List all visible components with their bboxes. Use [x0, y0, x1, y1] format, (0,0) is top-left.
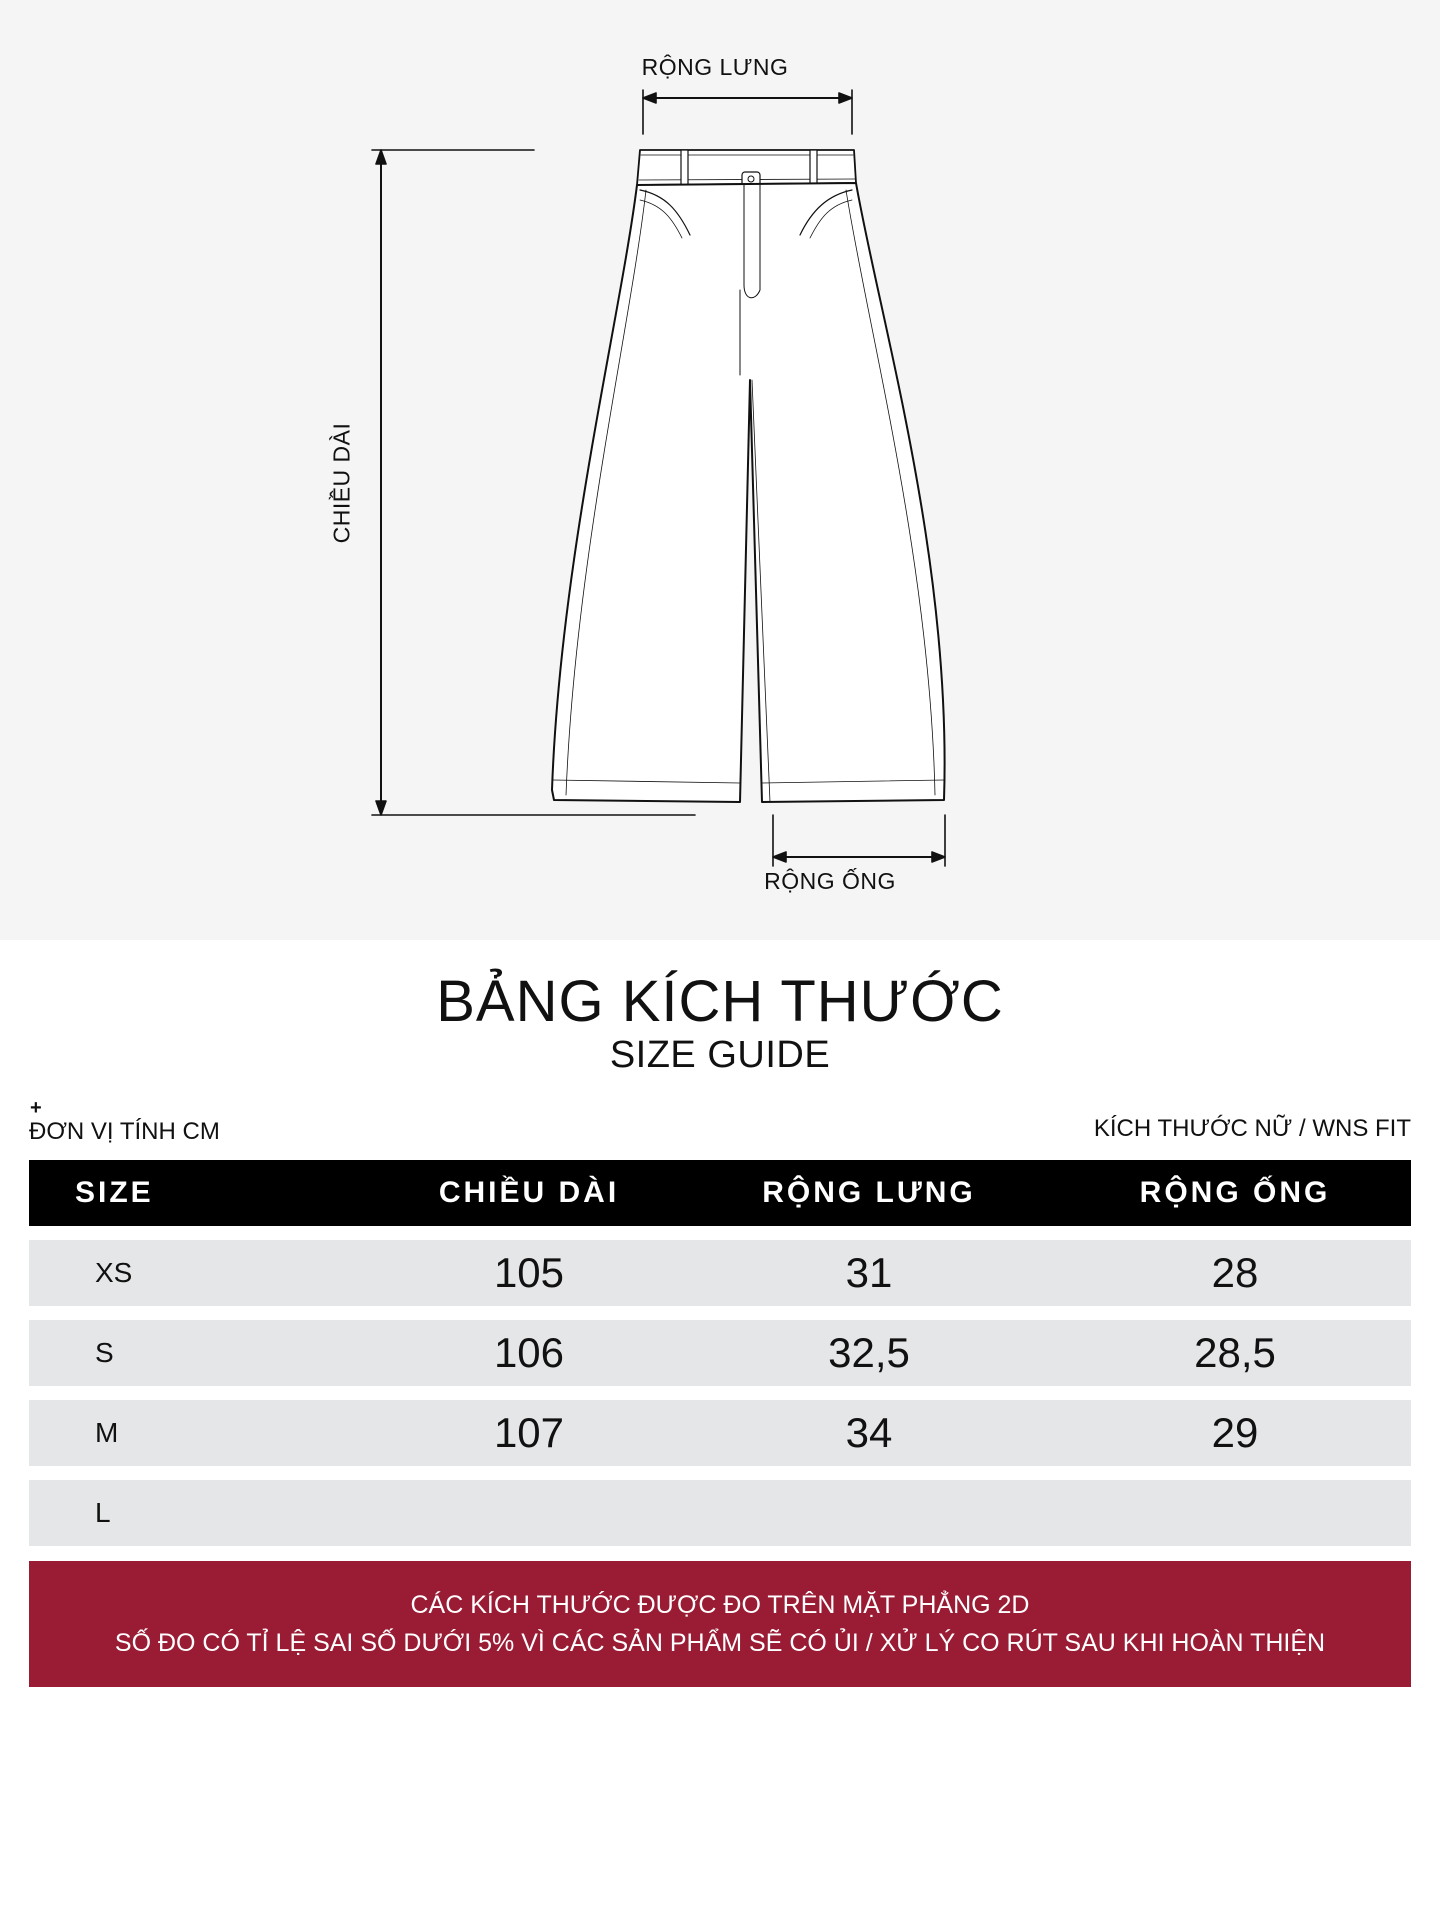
cell-waist: 31 [845, 1249, 893, 1296]
unit-label: ĐƠN VỊ TÍNH CM [29, 1118, 220, 1145]
cell-size: S [95, 1337, 114, 1368]
cell-size: M [95, 1417, 119, 1448]
cell-hem: 29 [1211, 1409, 1259, 1456]
size-table [29, 1160, 1411, 1546]
table-row [29, 1240, 1411, 1306]
fit-label: KÍCH THƯỚC NỮ / WNS FIT [1093, 1115, 1411, 1142]
cell-length: 106 [493, 1329, 565, 1376]
note-line-1: CÁC KÍCH THƯỚC ĐƯỢC ĐO TRÊN MẶT PHẲNG 2D [410, 1591, 1030, 1619]
pants-diagram [0, 0, 1440, 940]
cell-hem: 28 [1211, 1249, 1259, 1296]
col-size: SIZE [75, 1176, 154, 1209]
page-title: BẢNG KÍCH THƯỚC [436, 969, 1004, 1034]
cell-waist: 34 [845, 1409, 893, 1456]
table-header [29, 1160, 1411, 1226]
cell-waist: 32,5 [828, 1329, 910, 1376]
cell-size: L [95, 1497, 111, 1528]
label-waist: RỘNG LƯNG [641, 54, 789, 80]
table-row [29, 1400, 1411, 1466]
cell-size: XS [95, 1257, 133, 1288]
measurement-note [29, 1561, 1411, 1687]
table-row [29, 1480, 1411, 1546]
table-row [29, 1320, 1411, 1386]
note-line-2: SỐ ĐO CÓ TỈ LỆ SAI SỐ DƯỚI 5% VÌ CÁC SẢN PHẨM SẼ CÓ ỦI / XỬ LÝ CO RÚT SAU KHI HOÀN THIỆN [114, 1629, 1326, 1657]
page-subtitle: SIZE GUIDE [609, 1034, 831, 1076]
plus-mark: + [30, 1097, 42, 1119]
col-waist: RỘNG LƯNG [762, 1176, 976, 1209]
diagram-area [0, 0, 1440, 940]
col-length: CHIỀU DÀI [438, 1176, 620, 1209]
cell-length: 105 [493, 1249, 565, 1296]
cell-length: 107 [493, 1409, 565, 1456]
label-length: CHIỀU DÀI [328, 422, 355, 544]
cell-hem: 28,5 [1194, 1329, 1276, 1376]
label-hem: RỘNG ỐNG [764, 868, 896, 894]
col-hem: RỘNG ỐNG [1139, 1176, 1331, 1209]
